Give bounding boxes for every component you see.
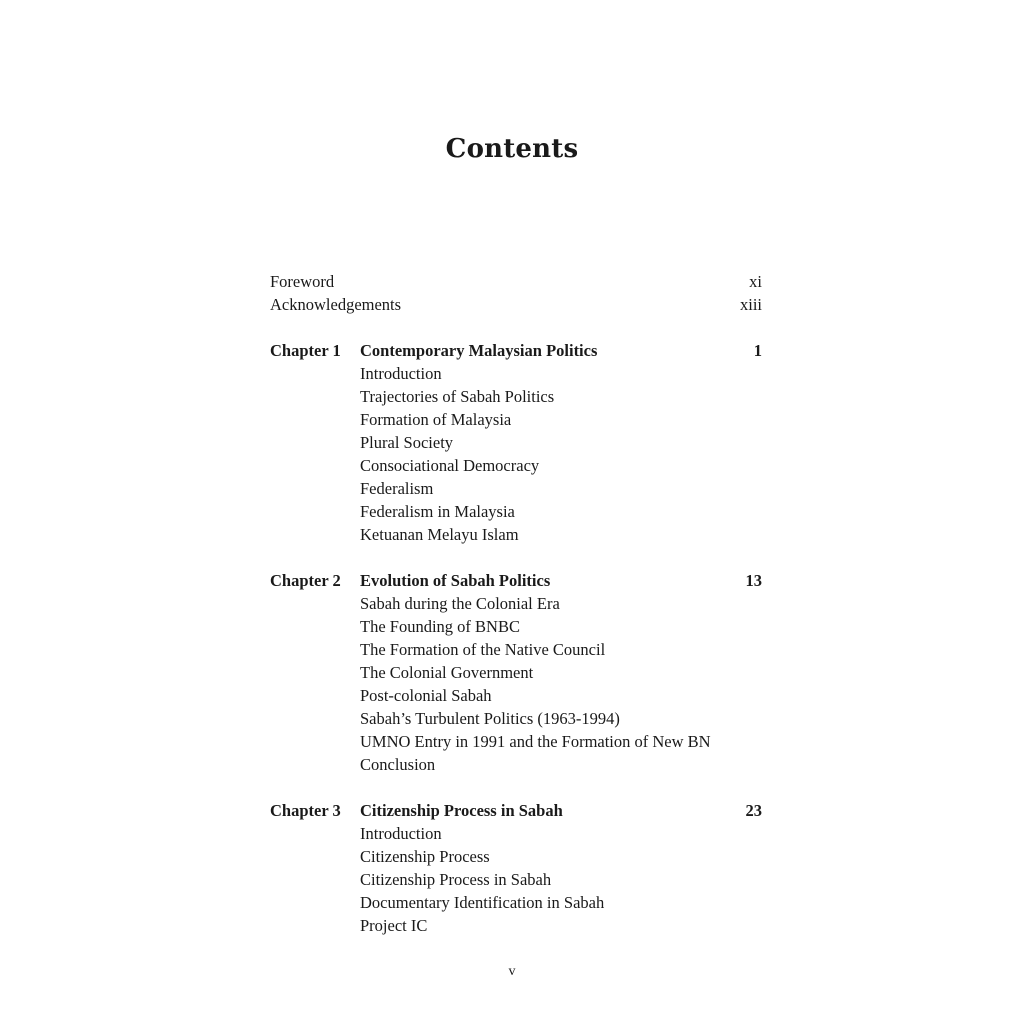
section-item: Ketuanan Melayu Islam bbox=[360, 525, 519, 544]
chapter-heading[interactable] bbox=[270, 799, 762, 822]
chapter-page: 23 bbox=[745, 801, 762, 820]
section-item: Trajectories of Sabah Politics bbox=[360, 387, 555, 406]
section-item: Sabah’s Turbulent Politics (1963-1994) bbox=[360, 709, 620, 728]
section-item: Citizenship Process in Sabah bbox=[360, 870, 552, 889]
chapter-page: 13 bbox=[745, 571, 762, 590]
section-item: Federalism in Malaysia bbox=[360, 502, 515, 521]
chapter-page: 1 bbox=[753, 341, 762, 360]
chapter-heading[interactable] bbox=[270, 569, 762, 592]
chapter-number: Chapter 2 bbox=[270, 571, 341, 590]
section-item: Introduction bbox=[360, 824, 442, 843]
section-item: Post-colonial Sabah bbox=[360, 686, 492, 705]
chapter-2-group bbox=[270, 569, 762, 776]
section-item: The Colonial Government bbox=[360, 663, 534, 682]
section-item: UMNO Entry in 1991 and the Formation of New BN bbox=[360, 732, 711, 751]
section-item: Sabah during the Colonial Era bbox=[360, 594, 560, 613]
section-item: Project IC bbox=[360, 916, 428, 935]
section-item: Plural Society bbox=[360, 433, 454, 452]
section-item: Conclusion bbox=[360, 755, 436, 774]
section-item: Introduction bbox=[360, 364, 442, 383]
chapter-number: Chapter 1 bbox=[270, 341, 341, 360]
section-item: Documentary Identification in Sabah bbox=[360, 893, 605, 912]
chapter-1-group bbox=[270, 339, 762, 546]
chapter-title: Contemporary Malaysian Politics bbox=[360, 341, 598, 360]
chapter-number: Chapter 3 bbox=[270, 801, 341, 820]
section-item: Formation of Malaysia bbox=[360, 410, 512, 429]
chapter-heading[interactable] bbox=[270, 339, 762, 362]
chapter-title: Evolution of Sabah Politics bbox=[360, 571, 551, 590]
toc-entry-acknowledgements[interactable] bbox=[270, 293, 762, 316]
chapter-title: Citizenship Process in Sabah bbox=[360, 801, 563, 820]
toc-entry-label: Acknowledgements bbox=[270, 295, 402, 314]
page-number-folio: v bbox=[508, 964, 516, 979]
section-item: Consociational Democracy bbox=[360, 456, 540, 475]
table-of-contents bbox=[270, 270, 762, 937]
toc-entry-foreword[interactable] bbox=[270, 270, 762, 293]
toc-entry-page: xiii bbox=[739, 295, 762, 314]
section-item: Federalism bbox=[360, 479, 434, 498]
section-item: The Founding of BNBC bbox=[360, 617, 520, 636]
section-item: Citizenship Process bbox=[360, 847, 490, 866]
toc-entry-page: xi bbox=[749, 272, 762, 291]
toc-entry-label: Foreword bbox=[270, 272, 335, 291]
page-title: Contents bbox=[445, 134, 579, 164]
chapter-3-group bbox=[270, 799, 762, 937]
section-item: The Formation of the Native Council bbox=[360, 640, 606, 659]
